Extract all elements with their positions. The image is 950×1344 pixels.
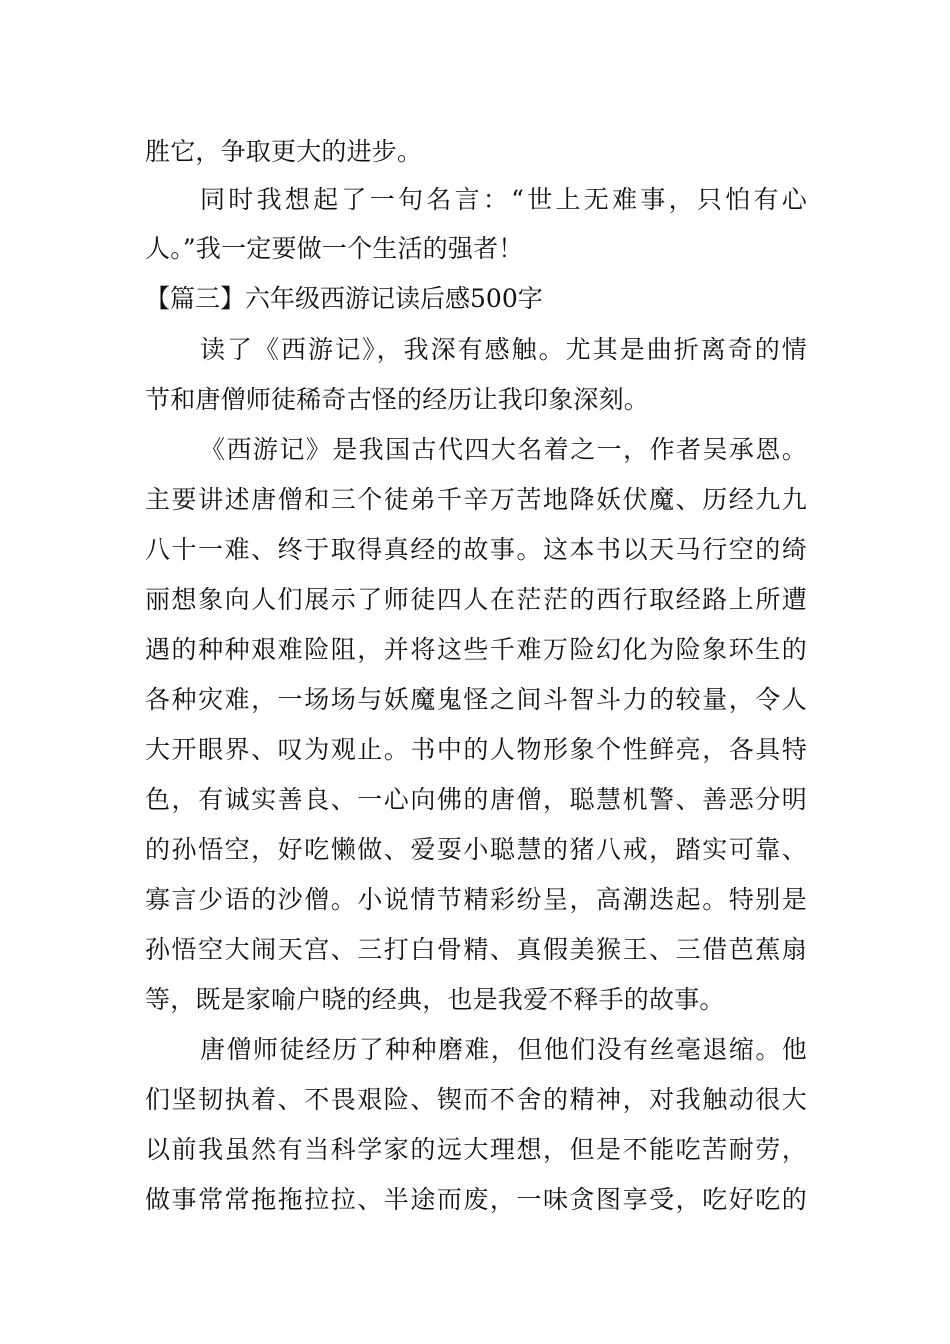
paragraph-line: 各种灾难，一场场与妖魔鬼怪之间斗智斗力的较量，令人	[145, 685, 807, 714]
paragraph-line: 丽想象向人们展示了师徒四人在茫茫的西行取经路上所遭	[145, 585, 807, 614]
paragraph-line: 遇的种种艰难险阻，并将这些千难万险幻化为险象环生的	[145, 635, 807, 664]
paragraph-line: 节和唐僧师徒稀奇古怪的经历让我印象深刻。	[145, 385, 650, 414]
paragraph-line: 读了《西游记》，我深有感触。尤其是曲折离奇的情	[200, 335, 807, 364]
paragraph-line: 八十一难、终于取得真经的故事。这本书以天马行空的绮	[145, 535, 807, 564]
paragraph-line: 们坚韧执着、不畏艰险、锲而不舍的精神，对我触动很大	[145, 1085, 807, 1114]
paragraph-line: 同时我想起了一句名言：“世上无难事，只怕有心	[200, 185, 807, 214]
paragraph-line: 色，有诚实善良、一心向佛的唐僧，聪慧机警、善恶分明	[145, 785, 807, 814]
paragraph-line: 的孙悟空，好吃懒做、爱耍小聪慧的猪八戒，踏实可靠、	[145, 835, 807, 864]
paragraph-line: 主要讲述唐僧和三个徒弟千辛万苦地降妖伏魔、历经九九	[145, 485, 807, 514]
paragraph-line: 孙悟空大闹天宫、三打白骨精、真假美猴王、三借芭蕉扇	[145, 935, 807, 964]
paragraph-line: 寡言少语的沙僧。小说情节精彩纷呈，高潮迭起。特别是	[145, 885, 807, 914]
paragraph-line: 胜它，争取更大的进步。	[145, 137, 423, 166]
section-heading: 【篇三】六年级西游记读后感500字	[145, 284, 543, 313]
paragraph-line: 大开眼界、叹为观止。书中的人物形象个性鲜亮，各具特	[145, 735, 807, 764]
paragraph-line: 以前我虽然有当科学家的远大理想，但是不能吃苦耐劳，	[145, 1135, 807, 1164]
paragraph-line: 唐僧师徒经历了种种磨难，但他们没有丝毫退缩。他	[200, 1035, 807, 1064]
paragraph-line: 做事常常拖拖拉拉、半途而废，一味贪图享受，吃好吃的	[145, 1185, 807, 1214]
paragraph-line: 《西游记》是我国古代四大名着之一，作者吴承恩。	[200, 435, 807, 464]
paragraph-line: 等，既是家喻户晓的经典，也是我爱不释手的故事。	[145, 985, 725, 1014]
paragraph-line: 人。”我一定要做一个生活的强者！	[145, 234, 524, 263]
